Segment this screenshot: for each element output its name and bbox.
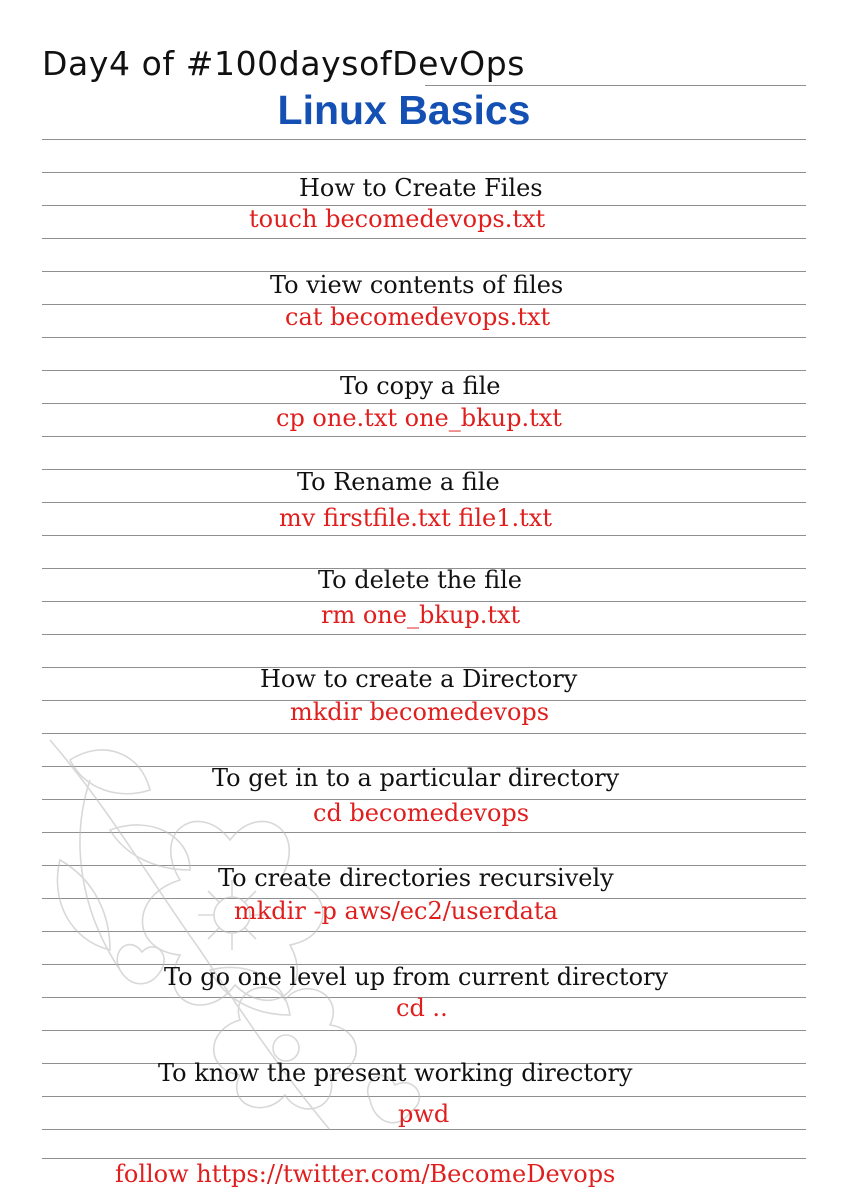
rule-line <box>42 436 806 437</box>
entry-command: cat becomedevops.txt <box>285 303 551 331</box>
entry-heading: To view contents of files <box>270 271 564 299</box>
entry-command: cd becomedevops <box>313 799 530 827</box>
entry-heading: How to Create Files <box>299 174 543 202</box>
rule-line <box>42 238 806 239</box>
entry-command: mkdir becomedevops <box>290 698 550 726</box>
rule-line <box>42 502 806 503</box>
entry-command: mv firstfile.txt file1.txt <box>279 504 552 532</box>
entry-command: touch becomedevops.txt <box>249 205 546 233</box>
page-title: Day4 of #100daysofDevOps <box>42 44 526 83</box>
entry-heading: To copy a file <box>340 372 501 400</box>
rule-line <box>42 337 806 338</box>
rule-line <box>425 85 806 86</box>
rule-line <box>42 733 806 734</box>
entry-heading: To get in to a particular directory <box>212 764 620 792</box>
entry-heading: To Rename a file <box>297 468 500 496</box>
entry-command: cd .. <box>396 994 448 1022</box>
rule-line <box>42 931 806 932</box>
page-subtitle: Linux Basics <box>277 87 531 133</box>
rule-line <box>42 1096 806 1097</box>
entry-heading: To go one level up from current directory <box>164 963 669 991</box>
rule-line <box>42 139 806 140</box>
rule-line <box>42 535 806 536</box>
rule-line <box>42 172 806 173</box>
entry-command: rm one_bkup.txt <box>321 601 521 629</box>
entry-heading: To know the present working directory <box>158 1059 633 1087</box>
rule-line <box>42 1158 806 1159</box>
rule-line <box>42 634 806 635</box>
entry-command: mkdir -p aws/ec2/userdata <box>234 897 558 925</box>
rule-line <box>42 370 806 371</box>
entry-heading: How to create a Directory <box>260 665 578 693</box>
follow-link[interactable]: follow https://twitter.com/BecomeDevops <box>115 1160 616 1188</box>
rule-line <box>42 832 806 833</box>
rule-line <box>42 1129 806 1130</box>
entry-command: cp one.txt one_bkup.txt <box>276 404 562 432</box>
entry-heading: To create directories recursively <box>218 864 614 892</box>
entry-heading: To delete the file <box>318 566 522 594</box>
rule-line <box>42 1030 806 1031</box>
entry-command: pwd <box>398 1100 450 1128</box>
